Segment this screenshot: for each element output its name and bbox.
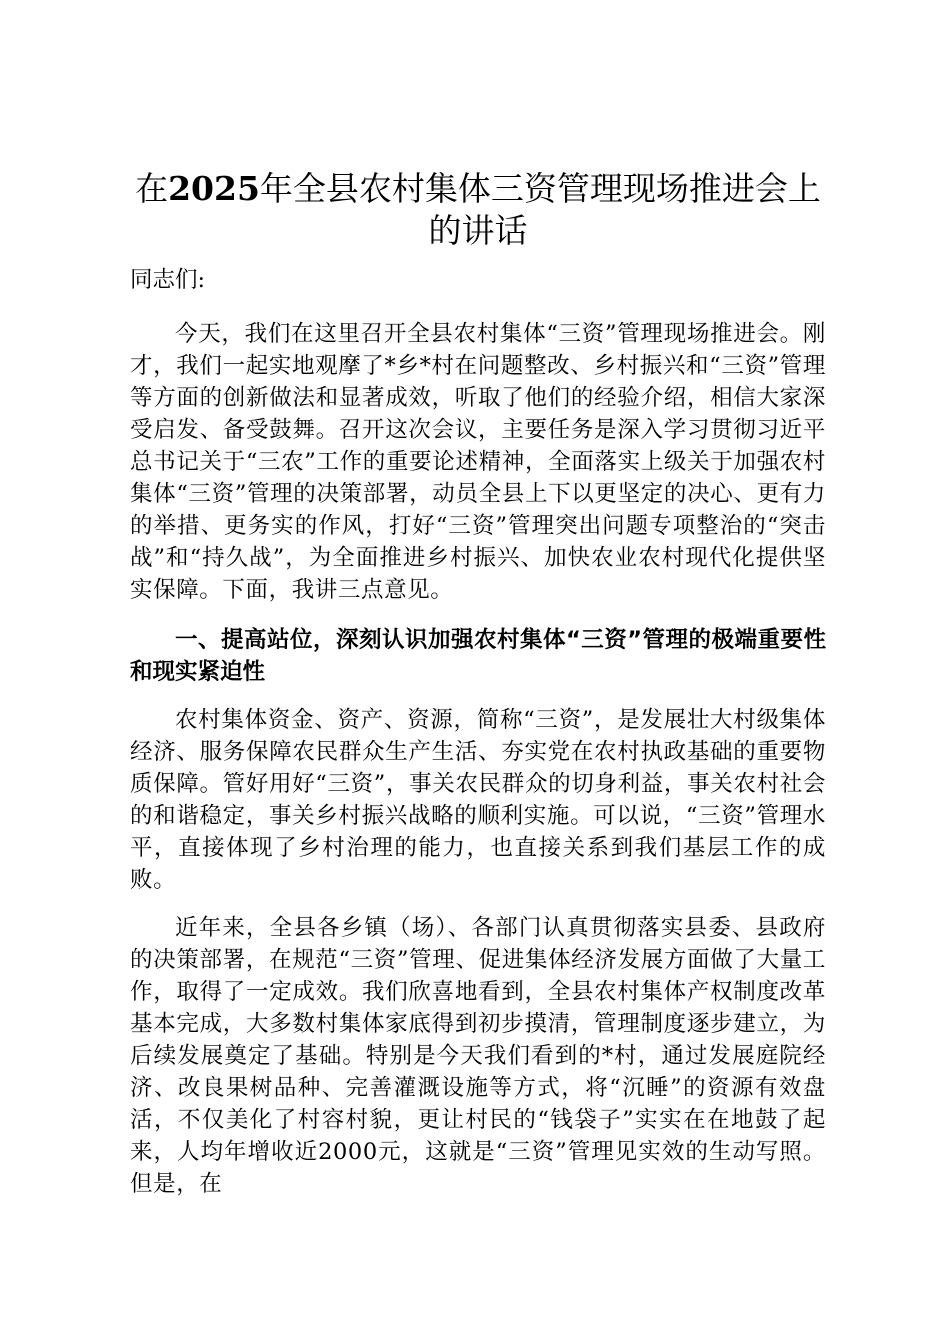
body-paragraph: 近年来，全县各乡镇（场）、各部门认真贯彻落实县委、县政府的决策部署，在规范“三资”管理、促进集体经济发展方面做了大量工作，取得了一定成效。我们欣喜地看到，全县农村集体产权制度改革基本完成，大多数村集体家底得到初步摸清，管理制度逐步建立，为后续发展奠定了基础。特别是今天我们看到的*村，通过发展庭院经济、改良果树品种、完善灌溉设施等方式，将“沉睡”的资源有效盘活，不仅美化了村容村貌，更让村民的“钱袋子”实实在在地鼓了起来，人均年增收近2000元，这就是“三资”管理见实效的生动写照。但是，在 — [130, 915, 826, 1197]
body-paragraph: 农村集体资金、资产、资源，简称“三资”，是发展壮大村级集体经济、服务保障农民群众生产生活、夯实党在农村执政基础的重要物质保障。管好用好“三资”，事关农民群众的切身利益，事关农村社会的和谐稳定，事关乡村振兴战略的顺利实施。可以说，“三资”管理水平，直接体现了乡村治理的能力，也直接关系到我们基层工作的成败。 — [130, 707, 826, 893]
section-heading: 一、提高站位，深刻认识加强农村集体“三资”管理的极端重要性和现实紧迫性 — [130, 627, 826, 685]
intro-paragraph: 今天，我们在这里召开全县农村集体“三资”管理现场推进会。刚才，我们一起实地观摩了*乡*村在问题整改、乡村振兴和“三资”管理等方面的创新做法和显著成效，听取了他们的经验介绍，相信大家深受启发、备受鼓舞。召开这次会议，主要任务是深入学习贯彻习近平总书记关于“三农”工作的重要论述精神，全面落实上级关于加强农村集体“三资”管理的决策部署，动员全县上下以更坚定的决心、更有力的举措、更务实的作风，打好“三资”管理突出问题专项整治的“突击战”和“持久战”，为全面推进乡村振兴、加快农业农村现代化提供坚实保障。下面，我讲三点意见。 — [130, 321, 826, 603]
title-prefix: 在 — [135, 169, 169, 208]
document-body — [130, 168, 826, 1200]
title-year: 2025 — [168, 169, 260, 208]
salutation: 同志们: — [130, 267, 206, 293]
document-title — [130, 168, 826, 252]
title-suffix: 年全县农村集体三资管理现场推进会上的讲话 — [259, 169, 821, 250]
